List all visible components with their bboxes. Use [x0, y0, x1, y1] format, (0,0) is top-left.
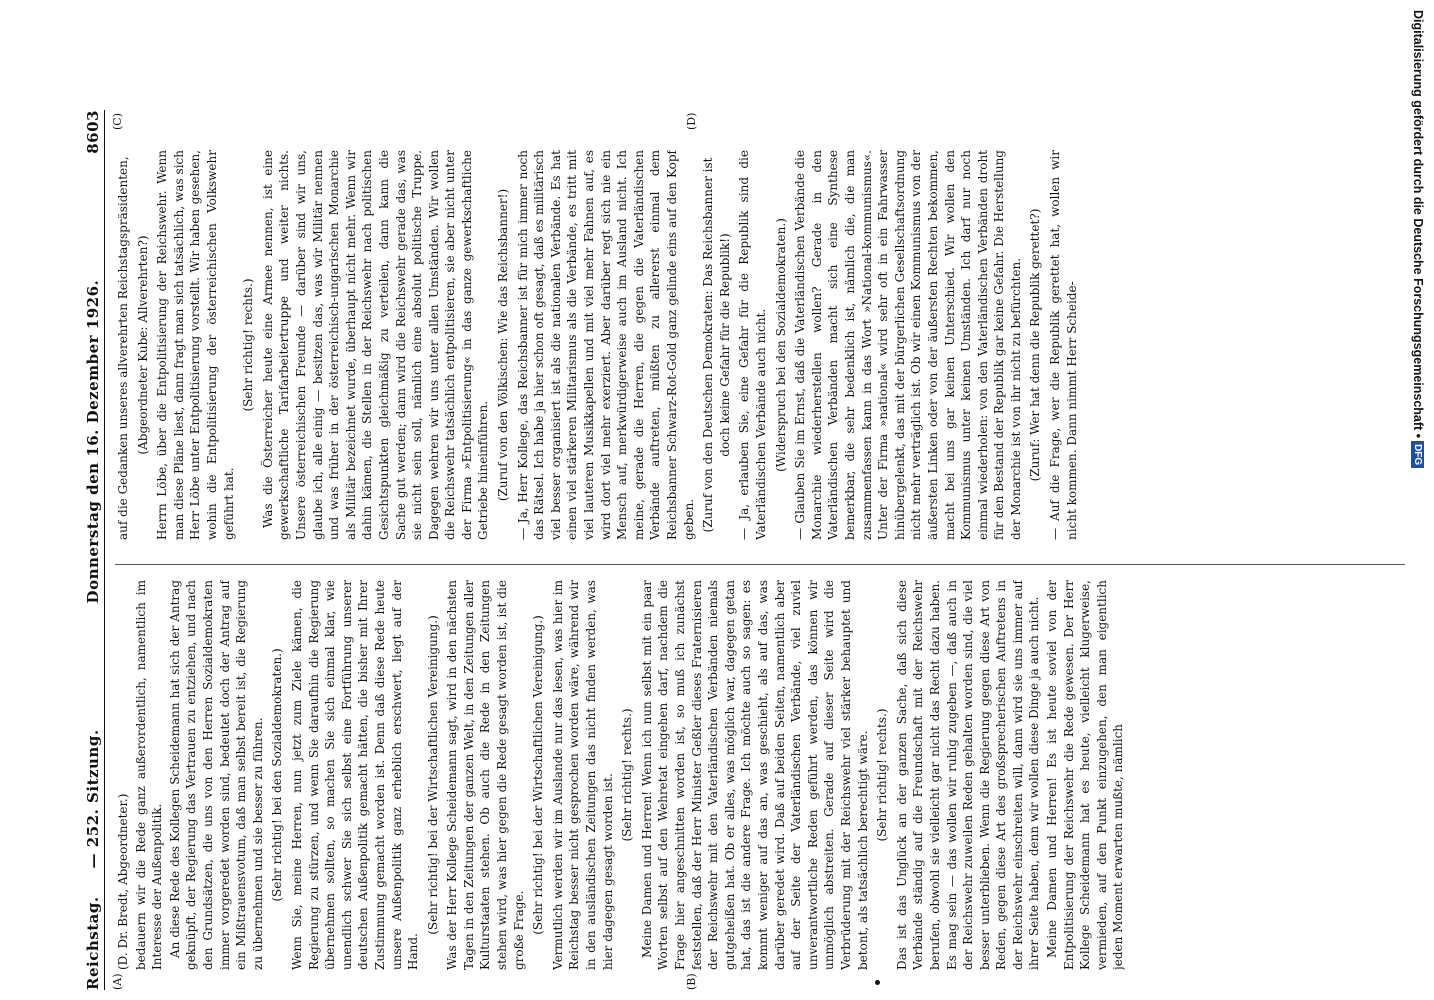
- interjection: (Widerspruch bei den Sozialdemokraten.): [773, 218, 788, 472]
- interjection: (Sehr richtig! bei den Sozialdemokraten.): [270, 648, 285, 902]
- paragraph: Was die Österreicher heute eine Armee nennen, ist eine gewerkschaftliche Tarifarbeitertruppe und weiter nichts. Unsere österreichischen Freunde — darüber sind wir uns, glaube ich, alle einig — besitzen das, was wir Militär nennen und was früher in der österreichisch-ungarischen Monarchie als Militär bezeichnet wurde, überhaupt nicht mehr. Wenn wir dahin kämen, die Stellen in der Reichswehr nach politischen Gesichtspunkten gleichmäßig zu verteilen, dann kann die Sache gut werden; dann wird die Reichswehr gerade das, was sie nicht sein soll, nämlich eine absolut politische Truppe. Dagegen wehren wir uns unter allen Umständen. Wir wollen die Reichswehr tatsächlich entpolitisieren, sie aber nicht unter der Firma »Entpolitisierung« in das ganze gewerkschaftliche Getriebe hineinführen.: [260, 150, 491, 540]
- margin-marker-b: (B): [685, 973, 698, 990]
- newspaper-page: [75, 110, 1434, 990]
- paragraph: Meine Damen und Herren! Wenn ich nun selbst mit ein paar Worten selbst auf den Wehretat eingehen darf, nachdem die Frage hier angeschnitten worden ist, so muß ich zunächst feststellen, daß der Herr Minister Geßler dieses Fraternisieren der Reichswehr mit den Vaterländischen Verbänden niemals gutgeheißen hat. Ob er alles, was möglich war, dagegen getan hat, das ist die andere Frage. Ich möchte auch so sagen: es kommt weniger auf das an, was geschieht, als auf das, was darüber geredet wird. Daß auf beiden Seiten, namentlich aber auf der Seite der Vaterländischen Verbände, viel zuviel unverantwortliche Reden geführt werden, das können wir unmöglich abstreiten. Gerade auf dieser Seite wird die Verbrüderung mit der Reichswehr viel stärker behauptet und betont, als tatsächlich berechtigt wäre.: [639, 580, 870, 970]
- page-number: 8603: [84, 110, 102, 154]
- paragraph: An diese Rede des Kollegen Scheidemann hat sich der Antrag geknüpft, der Regierung das Vertrauen zu entziehen, und nach den Grundsätzen, die uns von den Herren Sozialdemokraten immer vorgeredet worden sind, bedeutet doch der Antrag auf ein Mißtrauensvotum, daß man selbst bereit ist, die Regierung zu übernehmen und sie besser zu führen.: [167, 580, 265, 970]
- interjection: (Sehr richtig! bei der Wirtschaftlichen Vereinigung.): [425, 615, 440, 935]
- interjection: (Zuruf von den Deutschen Demokraten: Das Reichsbanner ist doch keine Gefahr für die Republik!): [701, 157, 732, 533]
- paragraph: (D. Dr. Bredt, Abgeordneter.): [116, 793, 130, 970]
- paragraph: — Ja, Herr Kollege, das Reichsbanner ist für mich immer noch das Rätsel. Ich habe ja hier schon oft gesagt, daß es militärisch viel besser organisiert ist als die nationalen Verbände. Es hat einen viel stärkeren Militarismus als die Verbände, es tritt mit viel lauteren Musikkapellen und mit viel mehr Fahnen auf, es wird dort viel mehr exerziert. Aber darüber regt sich nie ein Mensch auf, merkwürdigerweise auch im Ausland nicht. Ich meine, gerade die Herren, die gegen die Vaterländischen Verbände auftreten, müßten zu allererst einmal dem Reichsbanner Schwarz-Rot-Gold ganz gelinde eins auf den Kopf geben.: [515, 150, 696, 540]
- interjection: (Zuruf von den Völkischen: Wie das Reichsbanner!): [496, 188, 511, 502]
- header-date: Donnerstag den 16. Dezember 1926.: [84, 279, 102, 604]
- header-session: — 252. Sitzung.: [84, 729, 102, 869]
- paragraph: auf die Gedanken unseres allverehrten Reichstagspräsidenten,: [116, 156, 130, 540]
- margin-marker-c: (C): [111, 113, 124, 130]
- interjection: (Sehr richtig! bei der Wirtschaftlichen Vereinigung.): [531, 615, 546, 935]
- paragraph: Herrn Löbe, über die Entpolitisierung der Reichswehr. Wenn man diese Pläne liest, dann fragt man sich tatsächlich, was sich Herr Löbe unter Entpolitisierung vorstellt. Wir haben gesehen, wohin die Entpolitisierung der österreichischen Volkswehr geführt hat.: [155, 150, 236, 540]
- paragraph: bedauern wir die Rede ganz außerordentlich, namentlich im Interesse der Außenpolitik.: [133, 580, 165, 970]
- margin-marker-d: (D): [685, 112, 698, 130]
- digitization-credit-text: Digitalisierung gefördert durch die Deutsche Forschungsgemeinschaft •: [1411, 10, 1425, 439]
- interjection: (Abgeordneter Kube: Allverehrten?): [135, 235, 150, 455]
- dfg-logo: DFG: [1412, 441, 1425, 468]
- paragraph: Vermutlich werden wir im Auslande nur das lesen, was hier im Reichstag besser nicht gesprochen worden wäre, während wir in den ausländischen Zeitungen das nicht finden werden, was hier dagegen gesagt worden ist.: [550, 580, 615, 970]
- text-column-right: [115, 150, 1415, 540]
- paragraph: Das ist das Unglück an der ganzen Sache, daß sich diese Verbände ständig auf die Freundschaft mit der Reichswehr berufen, obwohl sie vielleicht gar nicht das Recht dazu haben. Es mag sein — das wollen wir ruhig zugeben —, daß auch in der Reichswehr zuweilen Reden gehalten worden sind, die viel besser unterblieben. Wenn die Regierung gegen diese Art von Reden, gegen diese Art des großsprecherischen Auftretens in der Reichswehr einschreiten will, dann wird sie uns immer auf ihrer Seite haben, denn wir wollen diese Dinge ja auch nicht.: [894, 580, 1042, 970]
- text-column-left: [115, 580, 1415, 970]
- paragraph: — Ja, erlauben Sie, eine Gefahr für die Republik sind die Vaterländischen Verbände auch nicht.: [737, 150, 768, 540]
- digitization-credit: [1407, 0, 1429, 1000]
- margin-bullet: [875, 980, 880, 985]
- interjection: (Sehr richtig! rechts.): [875, 708, 890, 842]
- margin-marker-a: (A): [111, 973, 124, 990]
- paragraph: Was der Herr Kollege Scheidemann sagt, wird in den nächsten Tagen in den Zeitungen der ganzen Welt, in den Zeitungen aller Kulturstaaten stehen. Ob auch die Rede in den Zeitungen stehen wird, was hier gegen die Rede gesagt worden ist, ist die große Frage.: [445, 580, 526, 970]
- paragraph: — Glauben Sie im Ernst, daß die Vaterländischen Verbände die Monarchie wiederherstellen wollen? Gerade in den Vaterländischen Verbänden macht sich eine Synthese bemerkbar, die sehr bedenklich ist, nämlich die, die man zusammenfassen kann in das Wort »National-kommunismus«. Unter der Firma »national« wird sehr oft in ein Fahrwasser hinübergelenkt, das mit der bürgerlichen Gesellschaftsordnung nicht mehr verträglich ist. Ob wir einen Kommunismus von der äußersten Linken oder von der äußersten Rechten bekommen, macht bei uns gar keinen Unterschied. Wir wollen den Kommunismus unter keinen Umständen. Ich darf nur noch einmal wiederholen: von den Vaterländischen Verbänden droht für den Bestand der Republik gar keine Gefahr. Die Herstellung der Monarchie ist von ihr nicht zu befürchten.: [793, 150, 1023, 540]
- interjection: (Sehr richtig! rechts.): [620, 708, 635, 842]
- interjection: (Zuruf: Wer hat denn die Republik gerettet?): [1028, 208, 1043, 482]
- header-parliament: Reichstag.: [84, 896, 102, 990]
- page-header: [75, 110, 105, 990]
- paragraph: Wenn Sie, meine Herren, nun jetzt zum Ziele kämen, die Regierung zu stürzen, und wenn Sie daraufhin die Regierung übernehmen sollten, so machen Sie sich einmal klar, wie unendlich schwer Sie sich selbst eine Fortführung unserer deutschen Außenpolitik gemacht hätten, die bisher mit Ihrer Zustimmung gemacht worden ist. Denn daß diese Rede heute unsere Außenpolitik ganz erheblich erschwert, liegt auf der Hand.: [289, 580, 421, 970]
- column-divider: [115, 564, 1405, 565]
- paragraph: Meine Damen und Herren! Es ist heute soviel von der Entpolitisierung der Reichswehr die Rede gewesen. Der Herr Kollege Scheidemann hat es heute, vielleicht klugerweise, vermieden, auf den Punkt einzugehen, den man eigentlich jeden Moment erwarten mußte, nämlich: [1045, 580, 1126, 970]
- interjection: (Sehr richtig! rechts.): [241, 278, 256, 412]
- paragraph: — Auf die Frage, wer die Republik gerettet hat, wollen wir nicht kommen. Dann nimmt Herr Scheide-: [1048, 150, 1079, 540]
